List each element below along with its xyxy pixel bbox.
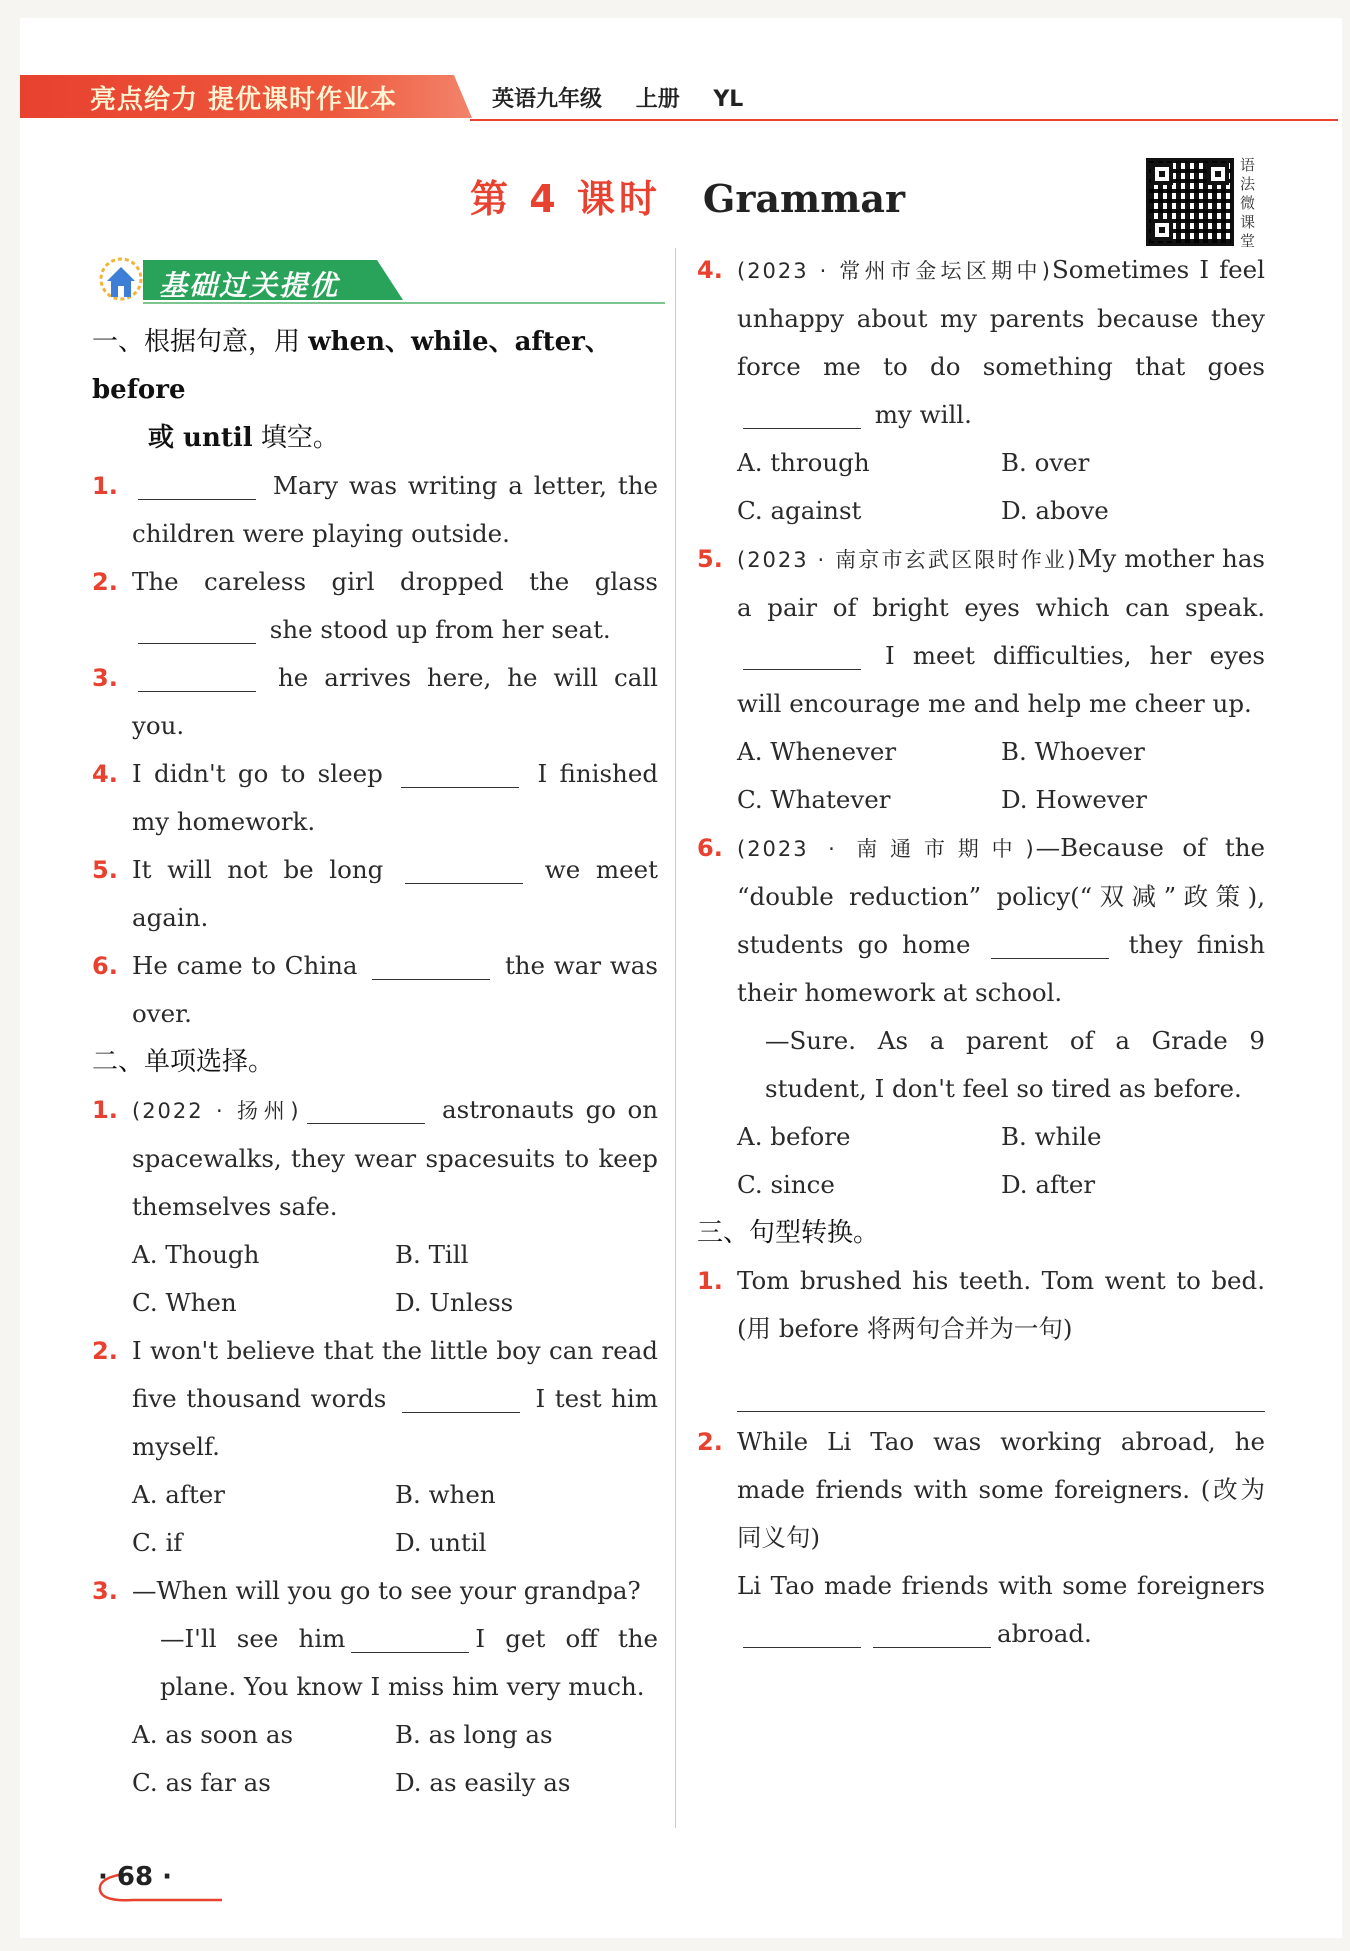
header-rule: [470, 119, 1338, 121]
choice-item-4: 4. (2023 · 常州市金坛区期中)Sometimes I feel unhappy about my parents because they force me to do something that goes my will.: [697, 255, 1265, 429]
choice-item-2: 2. I won't believe that the little boy can read five thousand words I test him myself.: [92, 1336, 658, 1461]
option[interactable]: A. as soon as: [132, 1720, 294, 1749]
answer-blank[interactable]: [991, 928, 1109, 959]
edition-label: YL: [713, 87, 744, 112]
series-title: 亮点给力 提优课时作业本: [90, 85, 398, 115]
option[interactable]: C. since: [737, 1170, 835, 1199]
fill-item-4: 4. I didn't go to sleep I finished my homework.: [92, 759, 659, 836]
column-divider: [675, 248, 676, 1828]
answer-blank[interactable]: [372, 949, 490, 980]
page-number: · 68 ·: [98, 1862, 173, 1892]
answer-blank[interactable]: [138, 613, 256, 644]
option[interactable]: B. Whoever: [1001, 737, 1145, 766]
fill-item-2: 2. The careless girl dropped the glass she stood up from her seat.: [92, 567, 658, 644]
options-2: [92, 1471, 658, 1567]
option[interactable]: C. as far as: [132, 1768, 271, 1797]
fill-item-5: 5. It will not be long we meet again.: [92, 855, 658, 932]
option[interactable]: A. before: [737, 1122, 851, 1151]
options-5: [697, 728, 1265, 824]
section-1-heading: 一、根据句意，用 when、while、after、before 或 until 填空。: [92, 327, 611, 453]
fill-item-6: 6. He came to China the war was over.: [92, 951, 658, 1028]
option[interactable]: D. However: [1001, 785, 1147, 814]
transform-item-2: 2. While Li Tao was working abroad, he made friends with some foreigners. (改为同义句) Li Tao made friends with some foreignersabroad.: [697, 1427, 1265, 1648]
answer-blank[interactable]: [405, 853, 523, 884]
section-3-heading: 三、句型转换。: [697, 1218, 880, 1248]
lesson-topic: Grammar: [702, 176, 906, 221]
option[interactable]: B. as long as: [395, 1720, 553, 1749]
option[interactable]: A. Though: [132, 1240, 260, 1269]
option[interactable]: D. as easily as: [395, 1768, 571, 1797]
house-icon: [95, 255, 147, 305]
choice-item-1: 1. (2022 · 扬州) astronauts go on spacewalks, they wear spacesuits to keep themselves safe.: [92, 1095, 658, 1221]
answer-blank[interactable]: [307, 1093, 425, 1124]
banner-label: 基础过关提优: [159, 269, 340, 302]
answer-blank[interactable]: [743, 639, 861, 670]
answer-blank[interactable]: [743, 398, 861, 429]
choice-item-6: 6. (2023 · 南通市期中)—Because of the “double reduction” policy(“双减”政策), students go home they finish their homework at school. —Sure. As a parent of a Grade 9 student, I don't feel so tired as before.: [697, 833, 1265, 1103]
qr-label: 语 法 微 课 堂: [1240, 156, 1256, 250]
answer-line[interactable]: [737, 1371, 1265, 1412]
options-4: [697, 439, 1265, 535]
option[interactable]: D. above: [1001, 496, 1109, 525]
option[interactable]: D. after: [1001, 1170, 1096, 1199]
qr-code-icon[interactable]: [1146, 158, 1234, 246]
choice-item-5: 5. (2023 · 南京市玄武区限时作业)My mother has a pair of bright eyes which can speak. I meet difficulties, her eyes will encourage me and help me cheer up.: [697, 544, 1266, 718]
section-2-heading: 二、单项选择。: [92, 1047, 275, 1077]
option[interactable]: B. over: [1001, 448, 1090, 477]
answer-blank[interactable]: [402, 1382, 520, 1413]
option[interactable]: C. against: [737, 496, 862, 525]
option[interactable]: A. Whenever: [737, 737, 897, 766]
option[interactable]: B. Till: [395, 1240, 469, 1269]
book-info: [492, 82, 769, 113]
option[interactable]: D. until: [395, 1528, 487, 1557]
answer-blank[interactable]: [138, 469, 256, 500]
option[interactable]: D. Unless: [395, 1288, 514, 1317]
option[interactable]: C. if: [132, 1528, 183, 1557]
fill-item-3: 3. he arrives here, he will call you.: [92, 663, 658, 740]
right-column: [697, 246, 1265, 1658]
subject-label: 英语九年级: [492, 87, 603, 112]
transform-item-1: 1. Tom brushed his teeth. Tom went to bed. (用 before 将两句合并为一句): [697, 1266, 1265, 1343]
answer-blank[interactable]: [351, 1622, 469, 1653]
options-6: [697, 1113, 1265, 1209]
option[interactable]: C. When: [132, 1288, 237, 1317]
fill-item-1: 1. Mary was writing a letter, the children were playing outside.: [92, 471, 658, 548]
option[interactable]: A. through: [737, 448, 870, 477]
options-1: [92, 1231, 658, 1327]
answer-blank[interactable]: [401, 757, 519, 788]
option[interactable]: C. Whatever: [737, 785, 891, 814]
option[interactable]: B. when: [395, 1480, 496, 1509]
answer-blank[interactable]: [138, 661, 256, 692]
lesson-number: 第 4 课时: [470, 177, 661, 221]
choice-item-3: 3. —When will you go to see your grandpa? —I'll see him I get off the plane. You know I miss him very much.: [92, 1576, 658, 1701]
option[interactable]: B. while: [1001, 1122, 1102, 1151]
section-banner: [95, 255, 665, 305]
answer-blank[interactable]: [873, 1617, 991, 1648]
volume-label: 上册: [635, 87, 680, 112]
answer-blank[interactable]: [743, 1617, 861, 1648]
option[interactable]: A. after: [132, 1480, 225, 1509]
options-3: [92, 1711, 658, 1807]
page-title: [470, 168, 905, 223]
left-column: [92, 318, 658, 1807]
